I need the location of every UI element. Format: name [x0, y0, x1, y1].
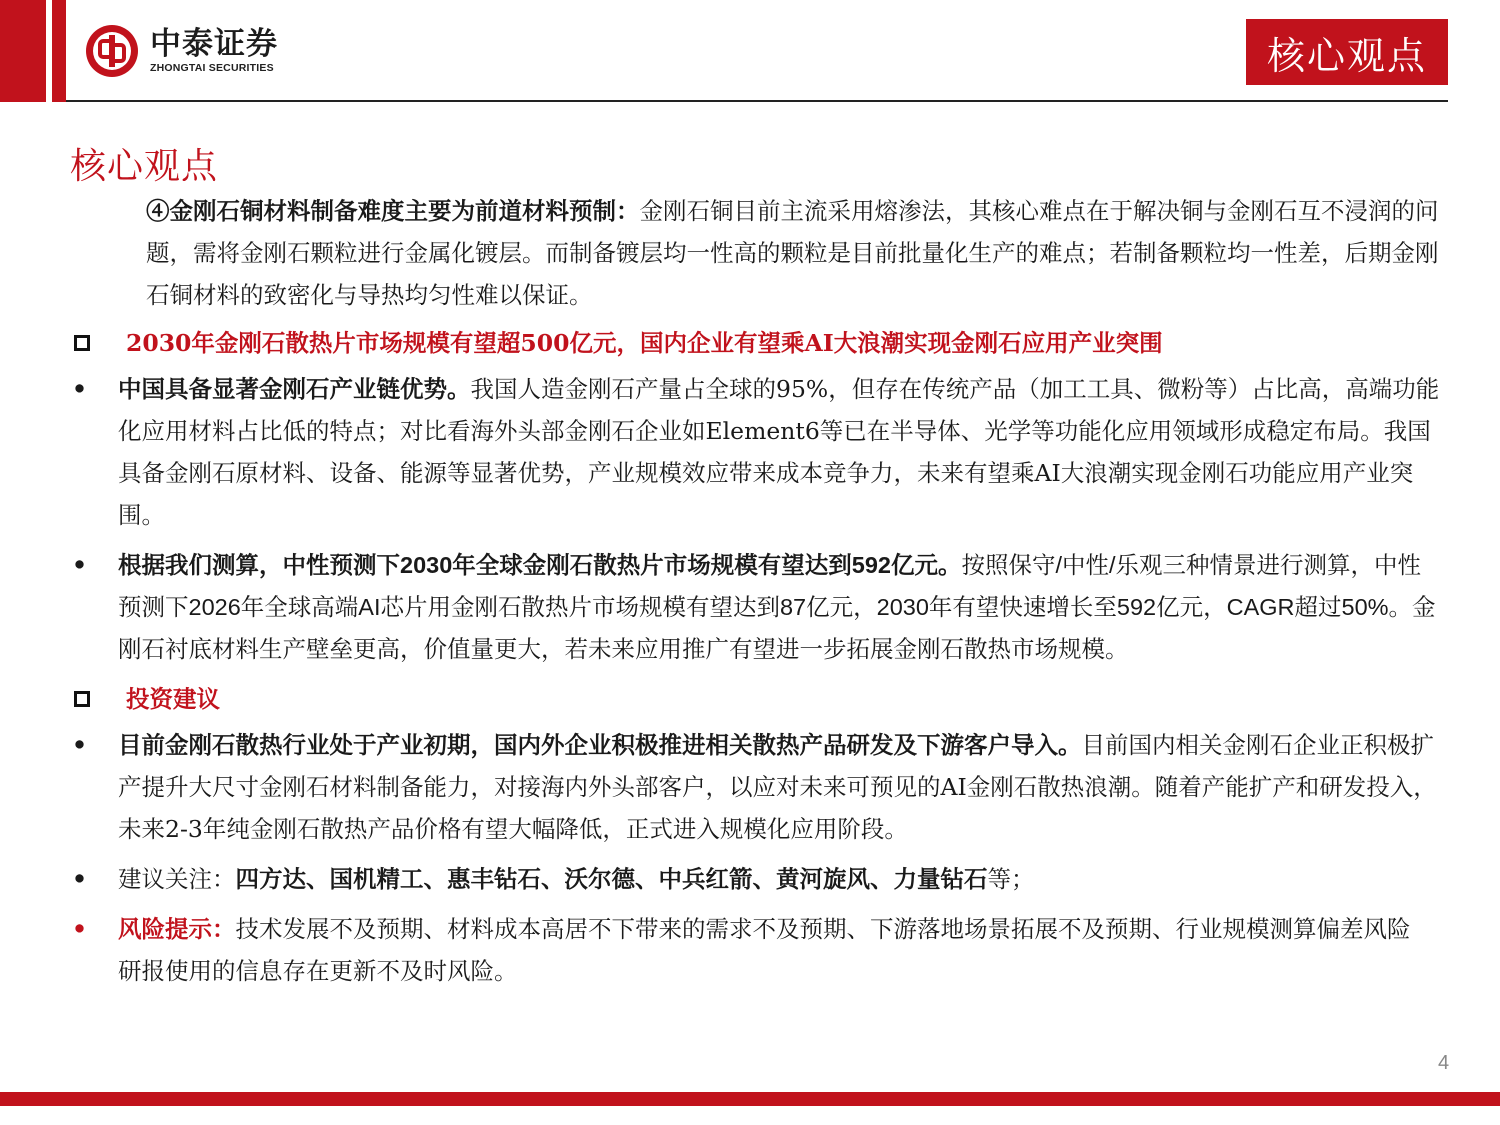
bullet-icon: •: [72, 551, 88, 579]
risk-body: 技术发展不及预期、材料成本高居不下带来的需求不及预期、下游落地场景拓展不及预期、行业规模测算偏差风险 研报使用的信息存在更新不及时风险。: [118, 915, 1411, 985]
bullet-icon: •: [72, 375, 88, 403]
bullet-body: 目前国内相关金刚石企业正积极扩产提升大尺寸金刚石材料制备能力，对接海内外头部客户，以应对未来可预见的AI金刚石散热浪潮。随着产能扩产和研发投入，未来2-3年纯金刚石散热产品价格有望大幅降低，正式进入规模化应用阶段。: [118, 731, 1437, 843]
bullet-icon: •: [72, 915, 88, 943]
bullet-bold: 中国具备显著金刚石产业链优势。: [118, 375, 471, 403]
intro-bold: ④金刚石铜材料制备难度主要为前道材料预制：: [146, 197, 640, 225]
bullet-bold: 目前金刚石散热行业处于产业初期，国内外企业积极推进相关散热产品研发及下游客户导入。: [118, 731, 1082, 759]
left-accent-stripe: [46, 0, 52, 102]
recommend-item: [70, 858, 1440, 900]
bullet-text: [118, 368, 1440, 536]
bullet-text: [118, 724, 1440, 850]
heading-investment-text: 投资建议: [126, 685, 220, 713]
bullet-text: [118, 544, 1440, 670]
intro-paragraph: [70, 190, 1440, 316]
heading-investment: [70, 678, 1440, 720]
zhongtai-logo-icon: [84, 23, 140, 79]
company-logo: [84, 20, 278, 82]
risk-text: [118, 908, 1440, 992]
intro-text: 金刚石铜目前主流采用熔渗法，其核心难点在于解决铜与金刚石互不浸润的问题，需将金刚石颗粒进行金属化镀层。而制备镀层均一性高的颗粒是目前批量化生产的难点；若制备颗粒均一性差，后期金刚石铜材料的致密化与导热均匀性难以保证。: [146, 197, 1439, 309]
bullet-body: 我国人造金刚石产量占全球的95%，但存在传统产品（加工工具、微粉等）占比高，高端功能化应用材料占比低的特点；对比看海外头部金刚石企业如Element6等已在半导体、光学等功能化应用领域形成稳定布局。我国具备金刚石原材料、设备、能源等显著优势，产业规模效应带来成本竞争力，未来有望乘AI大浪潮实现金刚石功能应用产业突围。: [118, 375, 1440, 529]
bullet-item: [70, 724, 1440, 850]
bullet-icon: •: [72, 865, 88, 893]
logo-english-name: ZHONGTAI SECURITIES: [150, 62, 274, 74]
recommend-text: [118, 858, 1440, 900]
risk-item: [70, 908, 1440, 992]
recommend-prefix: 建议关注：: [118, 865, 236, 893]
bullet-bold: 根据我们测算，中性预测下2030年全球金刚石散热片市场规模有望达到592亿元。: [118, 552, 962, 578]
bullet-item: [70, 368, 1440, 536]
left-accent-bar: [0, 0, 66, 102]
bullet-item: [70, 544, 1440, 670]
page-number: 4: [1438, 1052, 1450, 1074]
square-bullet-icon: [74, 691, 90, 707]
heading-market-text: 2030年金刚石散热片市场规模有望超500亿元，国内企业有望乘AI大浪潮实现金刚石应用产业突围: [126, 329, 1163, 357]
bullet-body: 按照保守/中性/乐观三种情景进行测算，中性预测下2026年全球高端AI芯片用金刚石散热片市场规模有望达到87亿元，2030年有望快速增长至592亿元，CAGR超过50%。金刚石衬底材料生产壁垒更高，价值量更大，若未来应用推广有望进一步拓展金刚石散热市场规模。: [118, 552, 1436, 662]
main-content: [70, 190, 1440, 1000]
header-badge: 核心观点: [1246, 19, 1448, 85]
recommend-suffix: 等；: [987, 865, 1035, 893]
heading-market: [70, 322, 1440, 364]
bullet-icon: •: [72, 731, 88, 759]
header-divider: [66, 100, 1448, 102]
square-bullet-icon: [74, 335, 90, 351]
recommend-companies: 四方达、国机精工、惠丰钻石、沃尔德、中兵红箭、黄河旋风、力量钻石: [235, 865, 988, 893]
section-title: 核心观点: [70, 146, 219, 187]
risk-label: 风险提示：: [118, 915, 236, 943]
logo-chinese-name: 中泰证券: [150, 26, 278, 62]
footer-bar: [0, 1092, 1500, 1106]
